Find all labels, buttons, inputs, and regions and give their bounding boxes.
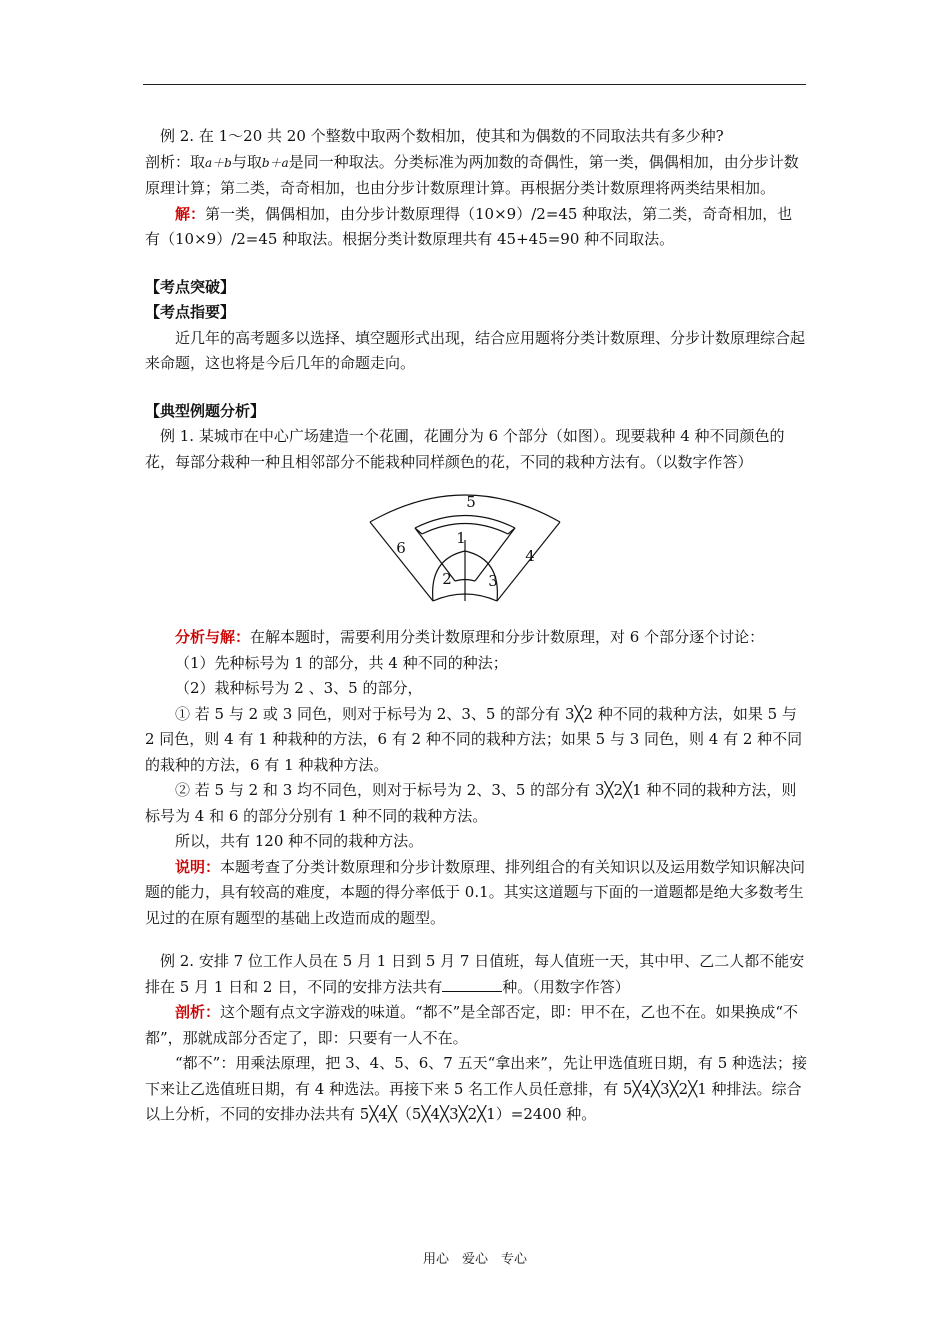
ex1-note-text: 本题考查了分类计数原理和分步计数原理、排列组合的有关知识以及运用数学知识解决问题的能力，具有较高的难度，本题的得分率低于 0.1。其实这道题与下面的一道题都是绝大多数考生见过的在原有题型的基础上改造而成的题型。 xyxy=(145,857,806,927)
ex1-analysis-text: 在解本题时，需要利用分类计数原理和分步计数原理，对 6 个部分逐个讨论： xyxy=(250,628,765,646)
ex2a-solution-label: 解： xyxy=(175,204,206,223)
section-key-points: 【考点指要】 xyxy=(145,303,236,321)
ex2b-question-post: 种。（用数字作答） xyxy=(502,977,630,996)
ex2b-question-pre: 例 2. 安排 7 位工作人员在 5 月 1 日到 5 月 7 日值班，每人值班一天，其中甲、乙二人都不能安排在 5 月 1 日和 2 日，不同的安排方法共有 xyxy=(145,952,805,996)
ex2a-solution xyxy=(145,202,807,253)
inner-arc-top xyxy=(415,516,515,529)
page-footer: 用心 爱心 专心 xyxy=(422,1252,527,1267)
section-typical-examples: 【典型例题分析】 xyxy=(145,401,266,420)
region-label-1: 1 xyxy=(456,529,466,547)
ex1-question: 例 1. 某城市在中心广场建造一个花圃，花圃分为 6 个部分（如图）。现要栽种 4 种不同颜色的花，每部分栽种一种且相邻部分不能栽种同样颜色的花，不同的栽种方法有。（以数字作答） xyxy=(145,427,785,471)
header-rule xyxy=(143,84,806,85)
ex1-step1: （1）先种标号为 1 的部分，共 4 种不同的种法； xyxy=(175,653,508,672)
document-body xyxy=(145,124,807,1128)
region-label-2: 2 xyxy=(442,570,452,588)
ex1-analysis-label: 分析与解： xyxy=(175,628,251,646)
ex2a-question: 例 2. 在 1～20 共 20 个整数中取两个数相加，使其和为偶数的不同取法共有多少种? xyxy=(160,127,724,145)
key-points-text: 近几年的高考题多以选择、填空题形式出现，结合应用题将分类计数原理、分步计数原理综合起来命题，这也将是今后几年的命题走向。 xyxy=(145,328,806,372)
ex2b-analysis-text: 这个题有点文字游戏的味道。“都不”是全部否定，即：甲不在，乙也不在。如果换成“不都”，那就成部分否定了，即：只要有一人不在。 xyxy=(145,1003,799,1047)
ex2b-question xyxy=(145,949,807,1000)
ex2a-expr1: a＋b xyxy=(205,155,232,170)
ex1-total: 所以，共有 120 种不同的栽种方法。 xyxy=(175,832,424,850)
region-label-3: 3 xyxy=(488,572,498,590)
ex2a-solution-text: 第一类，偶偶相加，由分步计数原理得（10×9）/2=45 种取法，第二类，奇奇相加，也有（10×9）/2=45 种取法。根据分类计数原理共有 45+45=90 种不同取法。 xyxy=(145,204,793,248)
ex2b-analysis xyxy=(145,1000,807,1051)
ex2a-analysis xyxy=(145,150,807,202)
ex2a-analysis-pre: 剖析：取 xyxy=(145,152,206,171)
region-label-6: 6 xyxy=(396,539,406,557)
region-label-5: 5 xyxy=(466,493,476,511)
ex1-step2: （2）栽种标号为 2 、3、5 的部分， xyxy=(175,679,423,697)
ex1-note-label: 说明： xyxy=(175,857,221,876)
outer-arc xyxy=(370,495,560,522)
ex1-case2: ② 若 5 与 2 和 3 均不同色，则对于标号为 2、3、5 的部分有 3╳2╳1 种不同的栽种方法，则标号为 4 和 6 的部分分别有 1 种不同的栽种方法。 xyxy=(145,781,797,825)
ex2a-mid: 与取 xyxy=(231,152,262,171)
region-label-4: 4 xyxy=(525,547,535,565)
ex2a-expr2: b＋a xyxy=(261,155,289,170)
answer-blank xyxy=(442,976,502,992)
ex2b-detail: “都不”：用乘法原理，把 3、4、5、6、7 五天“拿出来”，先让甲选值班日期，有 5 种选法；接下来让乙选值班日期，有 4 种选法。再接下来 5 名工作人员任意排，有 5╳4╳3╳2╳1 种排法。综合以上分析，不同的安排办法共有 5╳4╳（5╳4╳3╳2╳1）=2400 种。 xyxy=(145,1054,808,1123)
ex2a-analysis-post: 是同一种取法。分类标准为两加数的奇偶性，第一类，偶偶相加，由分步计数原理计算；第二类，奇奇相加，也由分步计数原理计算。再根据分类计数原理将两类结果相加。 xyxy=(145,152,799,197)
ex1-note xyxy=(145,855,807,932)
ex2b-analysis-label: 剖析： xyxy=(175,1003,221,1021)
ex1-case1: ① 若 5 与 2 或 3 同色，则对于标号为 2、3、5 的部分有 3╳2 种不同的栽种方法，如果 5 与 2 同色，则 4 有 1 种栽种的方法，6 有 2 种不同的栽种方法；如果 5 与 3 同色，则 4 有 2 种不同的栽种的方法，6 有 1 种栽种方法。 xyxy=(145,704,803,774)
flower-bed-figure xyxy=(145,483,807,615)
ex1-analysis xyxy=(145,625,807,651)
section-breakthrough: 【考点突破】 xyxy=(145,277,236,296)
flower-bed-diagram xyxy=(365,483,565,611)
